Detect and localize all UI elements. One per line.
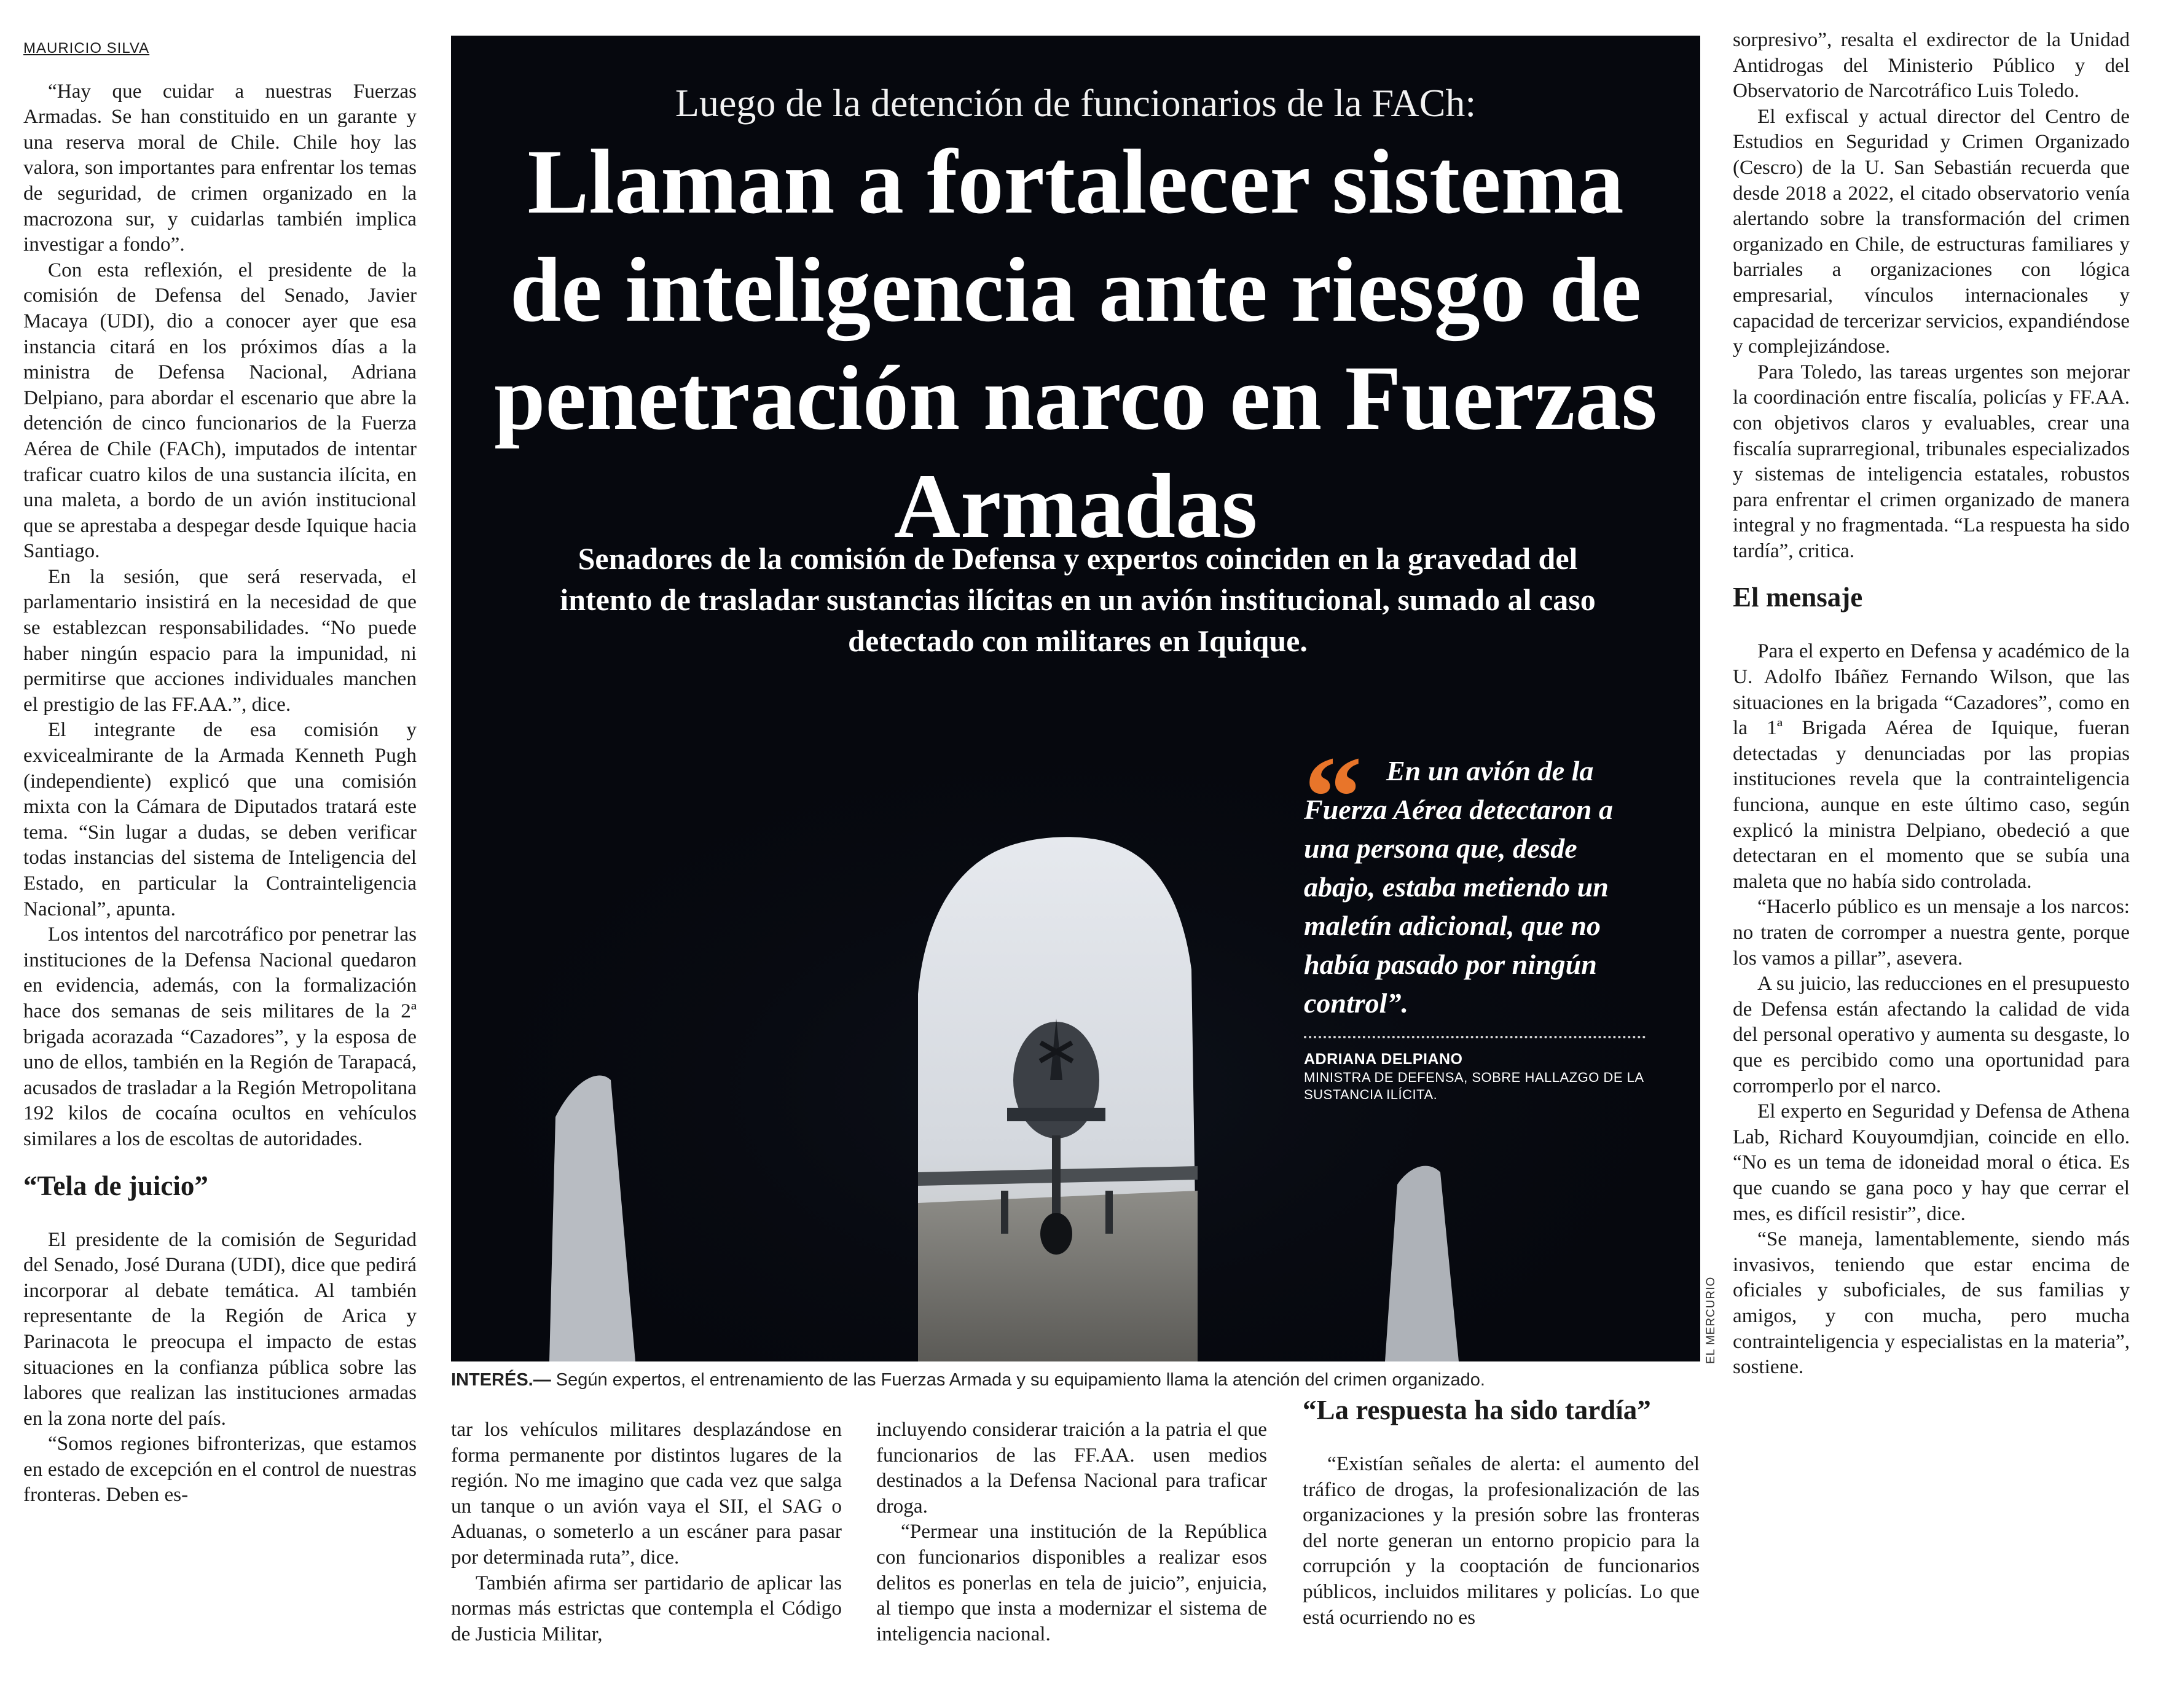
headline: Llaman a fortalecer sistema de inteligencia ante riesgo de penetración narco en Fuerzas Armadas: [494, 131, 1657, 557]
paragraph: tar los vehículos militares desplazándose en forma permanente por distintos lugares de la región. No me imagino que cada vez que salga un tanque o un avión vaya el SII, el SAG o Aduanas, o someterlo a un escáner para pasar por determinada ruta”, dice.: [451, 1418, 842, 1569]
caption-text: Según expertos, el entrenamiento de las Fuerzas Armada y su equipamiento llama la atención del crimen organizado.: [551, 1370, 1485, 1390]
section-heading: El mensaje: [1733, 582, 1863, 613]
photo-caption: [451, 1369, 1705, 1391]
paragraph: Con esta reflexión, el presidente de la comisión de Defensa del Senado, Javier Macaya (UDI), dio a conocer ayer que esa instancia citará en los próximos días a la ministra de Defensa Nacional, Adriana Delpiano, para abordar el escenario que abre la detención de cinco funcionarios de la Fuerza Aérea de Chile (FACh), imputados de intentar traficar cuatro kilos de una sustancia ilícita, en una maleta, a bordo de un avión institucional que se aprestaba a despegar desde Iquique hacia Santiago.: [23, 258, 417, 563]
section-heading: “Tela de juicio”: [23, 1170, 208, 1201]
paragraph: Para el experto en Defensa y académico de la U. Adolfo Ibáñez Fernando Wilson, que las situaciones en la brigada “Cazadores”, como en la 1ª Brigada Aérea de Iquique, fueran detectadas y denunciadas por las propias instituciones revela que la contrainteligencia funciona, aunque en este último caso, según explicó la ministra Delpiano, obedeció a que detectaran en el momento que se subía una maleta que no había sido controlada.: [1733, 640, 2130, 893]
paragraph: incluyendo considerar traición a la patria el que funcionarios de las FF.AA. usen medios destinados a la Defensa Nacional para traficar droga.: [876, 1418, 1267, 1518]
article-column-1: [23, 36, 417, 1508]
quote-attribution-name: ADRIANA DELPIANO: [1304, 1051, 1463, 1068]
subheadline: Senadores de la comisión de Defensa y expertos coinciden en la gravedad del intento de trasladar sustancias ilícitas en un avión institucional, sumado al caso detectado con militares en Iquique.: [560, 541, 1596, 658]
paragraph: El presidente de la comisión de Seguridad del Senado, José Durana (UDI), dice que pedirá incorporar al debate temática. Al también representante de la Región de Arica y Parinacota le preocupa el impacto de estas situaciones en la confianza pública sobre las labores que realizan las instituciones armadas en la zona norte del país.: [23, 1228, 417, 1430]
paragraph: Para Toledo, las tareas urgentes son mejorar la coordinación entre fiscalía, policías y FF.AA. con objetivos claros y evaluables, crear una fiscalía suprarregional, tribunales especializados y sistemas de inteligencia estatales, robustos para enfrentar el crimen organizado de manera integral y no fragmentada. “La respuesta ha sido tardía”, critica.: [1733, 360, 2130, 562]
kicker: Luego de la detención de funcionarios de la FACh:: [675, 81, 1477, 125]
quote-text: En un avión de la Fuerza Aérea detectaron a una persona que, desde abajo, estaba metiendo un maletín adicional, que no había pasado por ningún control”.: [1304, 755, 1613, 1019]
article-column-3: [876, 1417, 1267, 1647]
paragraph: “Somos regiones bifronterizas, que estamos en estado de excepción en el control de nuestras fronteras. Deben es-: [23, 1432, 417, 1506]
hero-photo: [451, 36, 1700, 1361]
article-column-2: [451, 1417, 842, 1647]
photo-credit: [1705, 1266, 1719, 1364]
byline: MAURICIO SILVA: [23, 40, 150, 57]
paragraph: “Hay que cuidar a nuestras Fuerzas Armadas. Se han constituido en un garante y una reserva moral de Chile. Chile hoy las valora, son importantes para enfrentar los temas de seguridad, de crimen organizado en la macrozona sur, y cuidarlas también implica investigar a fondo”.: [23, 79, 417, 256]
paragraph: “Permear una institución de la República con funcionarios disponibles a realizar esos delitos es ponerlas en tela de juicio”, enjuicia, al tiempo que insta a modernizar el sistema de inteligencia nacional.: [876, 1520, 1267, 1645]
photo-credit-text: EL MERCURIO: [1705, 1276, 1717, 1364]
paragraph: “Se maneja, lamentablemente, siendo más invasivos, teniendo que estar encima de oficiales y suboficiales, de sus familias y amigos, y con mucha, pero mucha contrainteligencia y especialistas en la materia”, sostiene.: [1733, 1228, 2130, 1379]
caption-label: INTERÉS.—: [451, 1370, 551, 1390]
paragraph: El experto en Seguridad y Defensa de Athena Lab, Richard Kouyoumdjian, coincide en ello. “No es un tema de idoneidad moral o ética. Es que cuando se gana poco y hay que cerrar el mes, es difícil resistir”, dice.: [1733, 1100, 2130, 1225]
paragraph: En la sesión, que será reservada, el parlamentario insistirá en la necesidad de que se establezcan responsabilidades. “No puede haber ningún espacio para la impunidad, ni permitirse que acciones individuales manchen el prestigio de las FF.AA.”, dice.: [23, 565, 417, 716]
quote-divider: [1304, 1036, 1646, 1038]
section-heading: “La respuesta ha sido tardía”: [1303, 1395, 1651, 1425]
quote-mark-icon: “: [1304, 733, 1362, 862]
article-column-5: [1733, 27, 2130, 1380]
paragraph: El integrante de esa comisión y exvicealmirante de la Armada Kenneth Pugh (independiente) explicó que una comisión mixta con la Cámara de Diputados tratará este tema. “Sin lugar a dudas, se deben verificar todas instancias del sistema de Inteligencia del Estado, en particular la Contrainteligencia Nacional”, apunta.: [23, 718, 417, 920]
paragraph: “Hacerlo público es un mensaje a los narcos: no traten de corromper a nuestra gente, porque los vamos a pillar”, asevera.: [1733, 895, 2130, 970]
paragraph: El exfiscal y actual director del Centro de Estudios en Seguridad y Crimen Organizado (Cescro) de la U. San Sebastián recuerda que desde 2018 a 2022, el citado observatorio venía alertando sobre la transformación del crimen organizado en Chile, de estructuras familiares y barriales a organizaciones con lógica empresarial, vínculos internacionales y capacidad de tercerizar servicios, expandiéndose y complejizándose.: [1733, 104, 2130, 358]
paragraph: También afirma ser partidario de aplicar las normas más estrictas que contempla el Código de Justicia Militar,: [451, 1571, 842, 1645]
paragraph: “Existían señales de alerta: el aumento del tráfico de drogas, la profesionalización de las organizaciones y la presión sobre las fronteras del norte generan un entorno propicio para la corrupción y la cooptación de funcionarios públicos, incluidos militares y policías. Lo que está ocurriendo no es: [1303, 1452, 1700, 1629]
paragraph: A su juicio, las reducciones en el presupuesto de Defensa están afectando la calidad de vida del personal operativo y aumenta su desgaste, lo que es percibido como una oportunidad para corromperlo por el narco.: [1733, 972, 2130, 1097]
paragraph: sorpresivo”, resalta el exdirector de la Unidad Antidrogas del Ministerio Público y del Observatorio de Narcotráfico Luis Toledo.: [1733, 28, 2130, 103]
quote-attribution-role: MINISTRA DE DEFENSA, SOBRE HALLAZGO DE LA SUSTANCIA ILÍCITA.: [1304, 1070, 1644, 1102]
pull-quote: [1304, 733, 1648, 1103]
article-column-4: [1303, 1395, 1700, 1630]
paragraph: Los intentos del narcotráfico por penetrar las instituciones de la Defensa Nacional quedaron en evidencia, además, con la formalización hace dos semanas de seis militares de la 2ª brigada acorazada “Cazadores”, y la esposa de uno de ellos, también en la Región de Tarapacá, acusados de trasladar a la Región Metropolitana 192 kilos de cocaína ocultos en vehículos similares a los de escoltas de autoridades.: [23, 923, 417, 1150]
